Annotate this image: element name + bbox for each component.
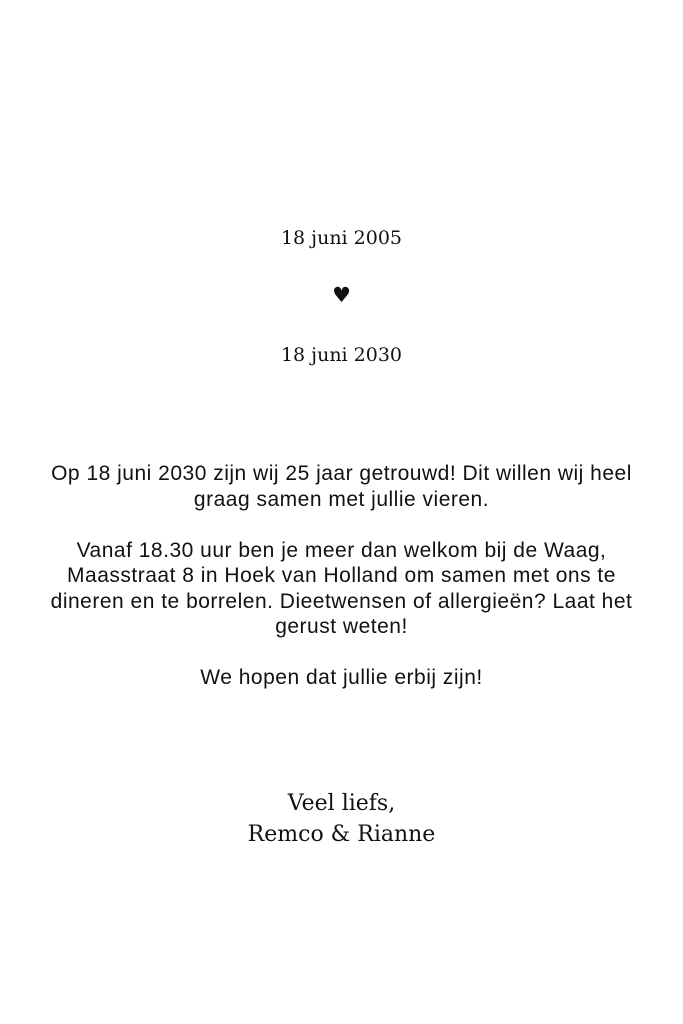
- heart-icon: ♥: [332, 283, 351, 307]
- paragraph-closing-wish: We hopen dat jullie erbij zijn!: [200, 666, 483, 689]
- anniversary-date: 18 juni 2030: [280, 344, 403, 366]
- invitation-message: [41, 461, 642, 691]
- sender-names: Remco & Rianne: [247, 822, 436, 847]
- paragraph-announcement: Op 18 juni 2030 zijn wij 25 jaar getrouwd! Dit willen wij heel graag samen met jullie vieren.: [51, 462, 632, 511]
- signoff: [0, 788, 683, 850]
- paragraph-details: Vanaf 18.30 uur ben je meer dan welkom bij de Waag, Maasstraat 8 in Hoek van Holland om samen met ons te dineren en te borrelen. Dieetwensen of allergieën? Laat het gerust weten!: [50, 538, 633, 638]
- closing-greeting: Veel liefs,: [287, 791, 396, 816]
- wedding-date: 18 juni 2005: [280, 227, 403, 249]
